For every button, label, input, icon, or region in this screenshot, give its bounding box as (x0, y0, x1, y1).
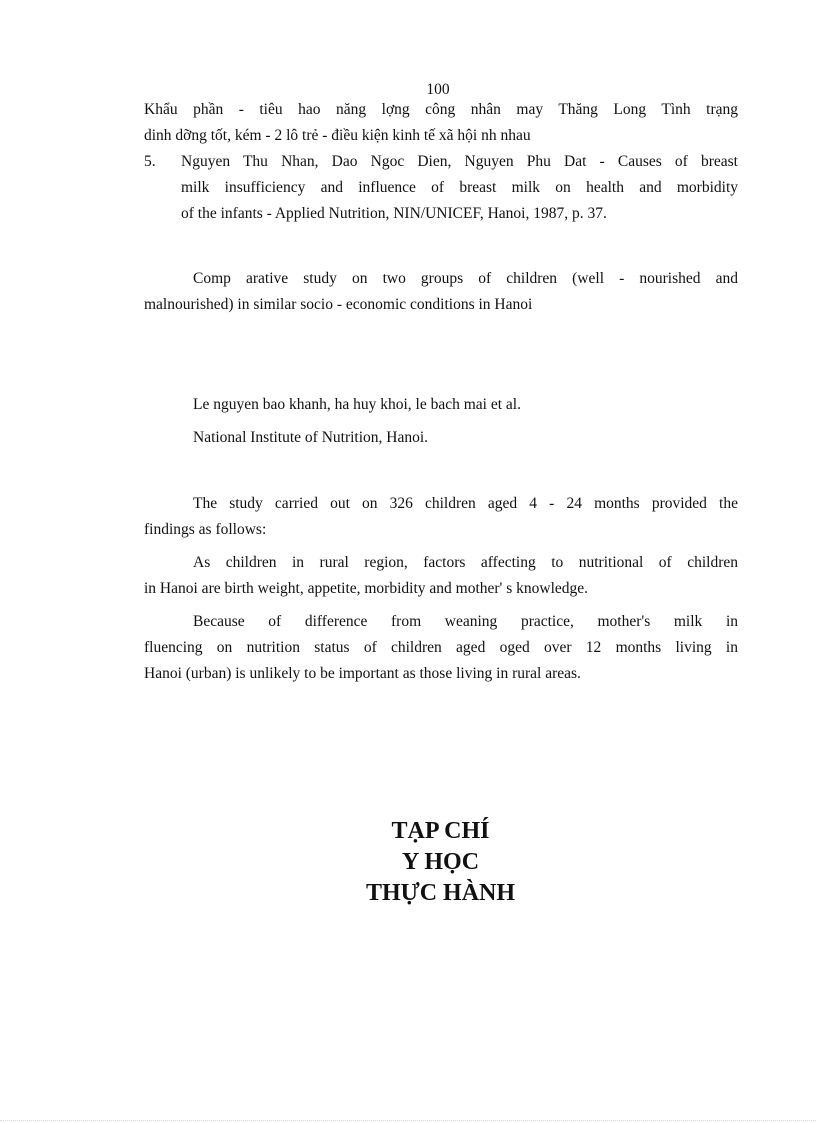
abstract-paragraph-3-line-2: fluencing on nutrition status of children aged oged over 12 months living in (144, 639, 738, 656)
abstract-paragraph-1-line-2: findings as follows: (144, 521, 267, 538)
article-title-line-1: Comp arative study on two groups of children (well - nourished and (193, 270, 738, 287)
article-title-line-2: malnourished) in similar socio - economic conditions in Hanoi (144, 296, 533, 313)
authors: Le nguyen bao khanh, ha huy khoi, le bach mai et al. (193, 396, 521, 413)
institution: National Institute of Nutrition, Hanoi. (193, 429, 429, 446)
abstract-paragraph-2-line-1: As children in rural region, factors affecting to nutritional of children (193, 554, 738, 571)
abstract-paragraph-1-line-1: The study carried out on 326 children aged 4 - 24 months provided the (193, 495, 738, 512)
reference-line-3: of the infants - Applied Nutrition, NIN/UNICEF, Hanoi, 1987, p. 37. (181, 205, 607, 222)
journal-title-line-3: THỰC HÀNH (365, 880, 516, 906)
vietnamese-abstract-line-2: dinh dỡng tốt, kém - 2 lô trẻ - điều kiện kinh tế xã hội nh nhau (144, 127, 531, 144)
reference-line-1: Nguyen Thu Nhan, Dao Ngoc Dien, Nguyen Phu Dat - Causes of breast (181, 153, 738, 170)
page-bottom-divider (0, 1120, 816, 1121)
page-number: 100 (426, 81, 450, 98)
reference-number: 5. (144, 153, 156, 170)
abstract-paragraph-3-line-1: Because of difference from weaning practice, mother's milk in (193, 613, 738, 630)
abstract-paragraph-2-line-2: in Hanoi are birth weight, appetite, morbidity and mother' s knowledge. (144, 580, 589, 597)
abstract-paragraph-3-line-3: Hanoi (urban) is unlikely to be important as those living in rural areas. (144, 665, 581, 682)
reference-line-2: milk insufficiency and influence of breast milk on health and morbidity (181, 179, 738, 196)
journal-title-line-2: Y HỌC (401, 849, 480, 875)
vietnamese-abstract-line-1: Khẩu phần - tiêu hao năng lợng công nhân may Thăng Long Tình trạng (144, 101, 738, 118)
journal-title-line-1: TẠP CHÍ (391, 818, 490, 844)
